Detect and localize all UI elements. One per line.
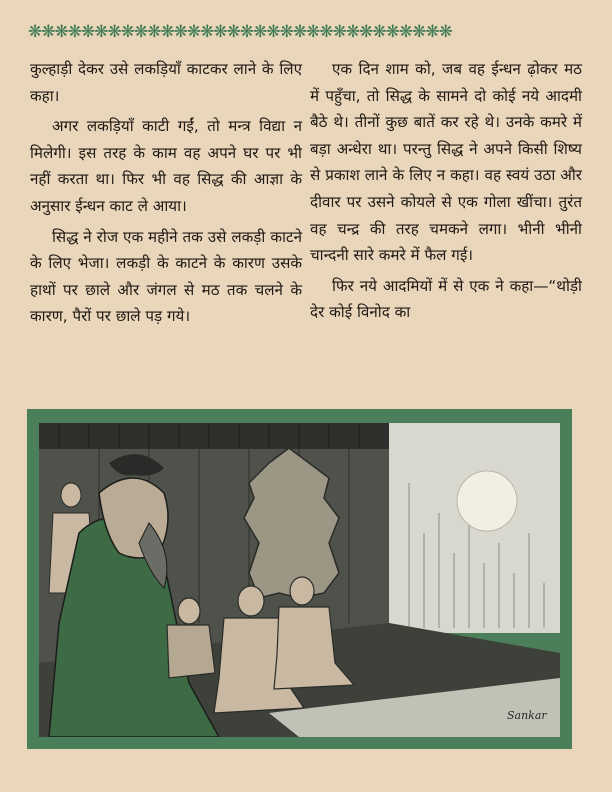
right-text-column	[310, 56, 582, 326]
paragraph: कुल्हाड़ी देकर उसे लकड़ियाँ काटकर लाने के लिए कहा।	[30, 60, 302, 105]
paragraph: अगर लकड़ियाँ काटी गईं, तो मन्त्र विद्या न मिलेगी। इस तरह के काम वह अपने घर पर भी नहीं करता था। फिर भी वह सिद्ध की आज्ञा के अनुसार ईन्धन काट ले आया।	[30, 117, 302, 215]
paragraph: फिर नये आदमियों में से एक ने कहा—“थोड़ी देर कोई विनोद का	[310, 276, 582, 322]
ornamental-border	[28, 22, 584, 42]
artist-signature: Sankar	[507, 709, 547, 722]
seated-figure-left	[167, 625, 215, 678]
paragraph: एक दिन शाम को, जब वह ईन्धन ढ़ोकर मठ में पहुँचा, तो सिद्ध के सामने दो कोई नये आदमी बैठे थे। तीनों कुछ बातें कर रहे थे। उनके कमरे में बड़ा अन्धेरा था। परन्तु सिद्ध ने अपने किसी शिष्य से प्रकाश लाने के लिए न कहा। वह स्वयं उठा और दीवार पर उसने कोयले से एक गोला खींचा। तुरंत वह चन्द्र की तरह चमकने लगा। भीनी भीनी चान्दनी सारे कमरे में फैल गई।	[310, 60, 582, 265]
left-text-column	[30, 56, 302, 330]
illustration-drawing	[39, 423, 560, 737]
border-ornament: ❋❋❋❋❋❋❋❋❋❋❋❋❋❋❋❋❋❋❋❋❋❋❋❋❋❋❋❋❋❋❋❋	[28, 22, 452, 42]
story-illustration	[27, 409, 572, 749]
paragraph: सिद्ध ने रोज एक महीने तक उसे लकड़ी काटने के लिए भेजा। लकड़ी के काटने के कारण उसके हाथों पर छाले और जंगल से मठ तक चलने के कारण, पैरों पर छाले पड़ गये।	[30, 227, 302, 326]
ceiling-beams	[39, 423, 389, 449]
moon-circle	[457, 471, 517, 531]
